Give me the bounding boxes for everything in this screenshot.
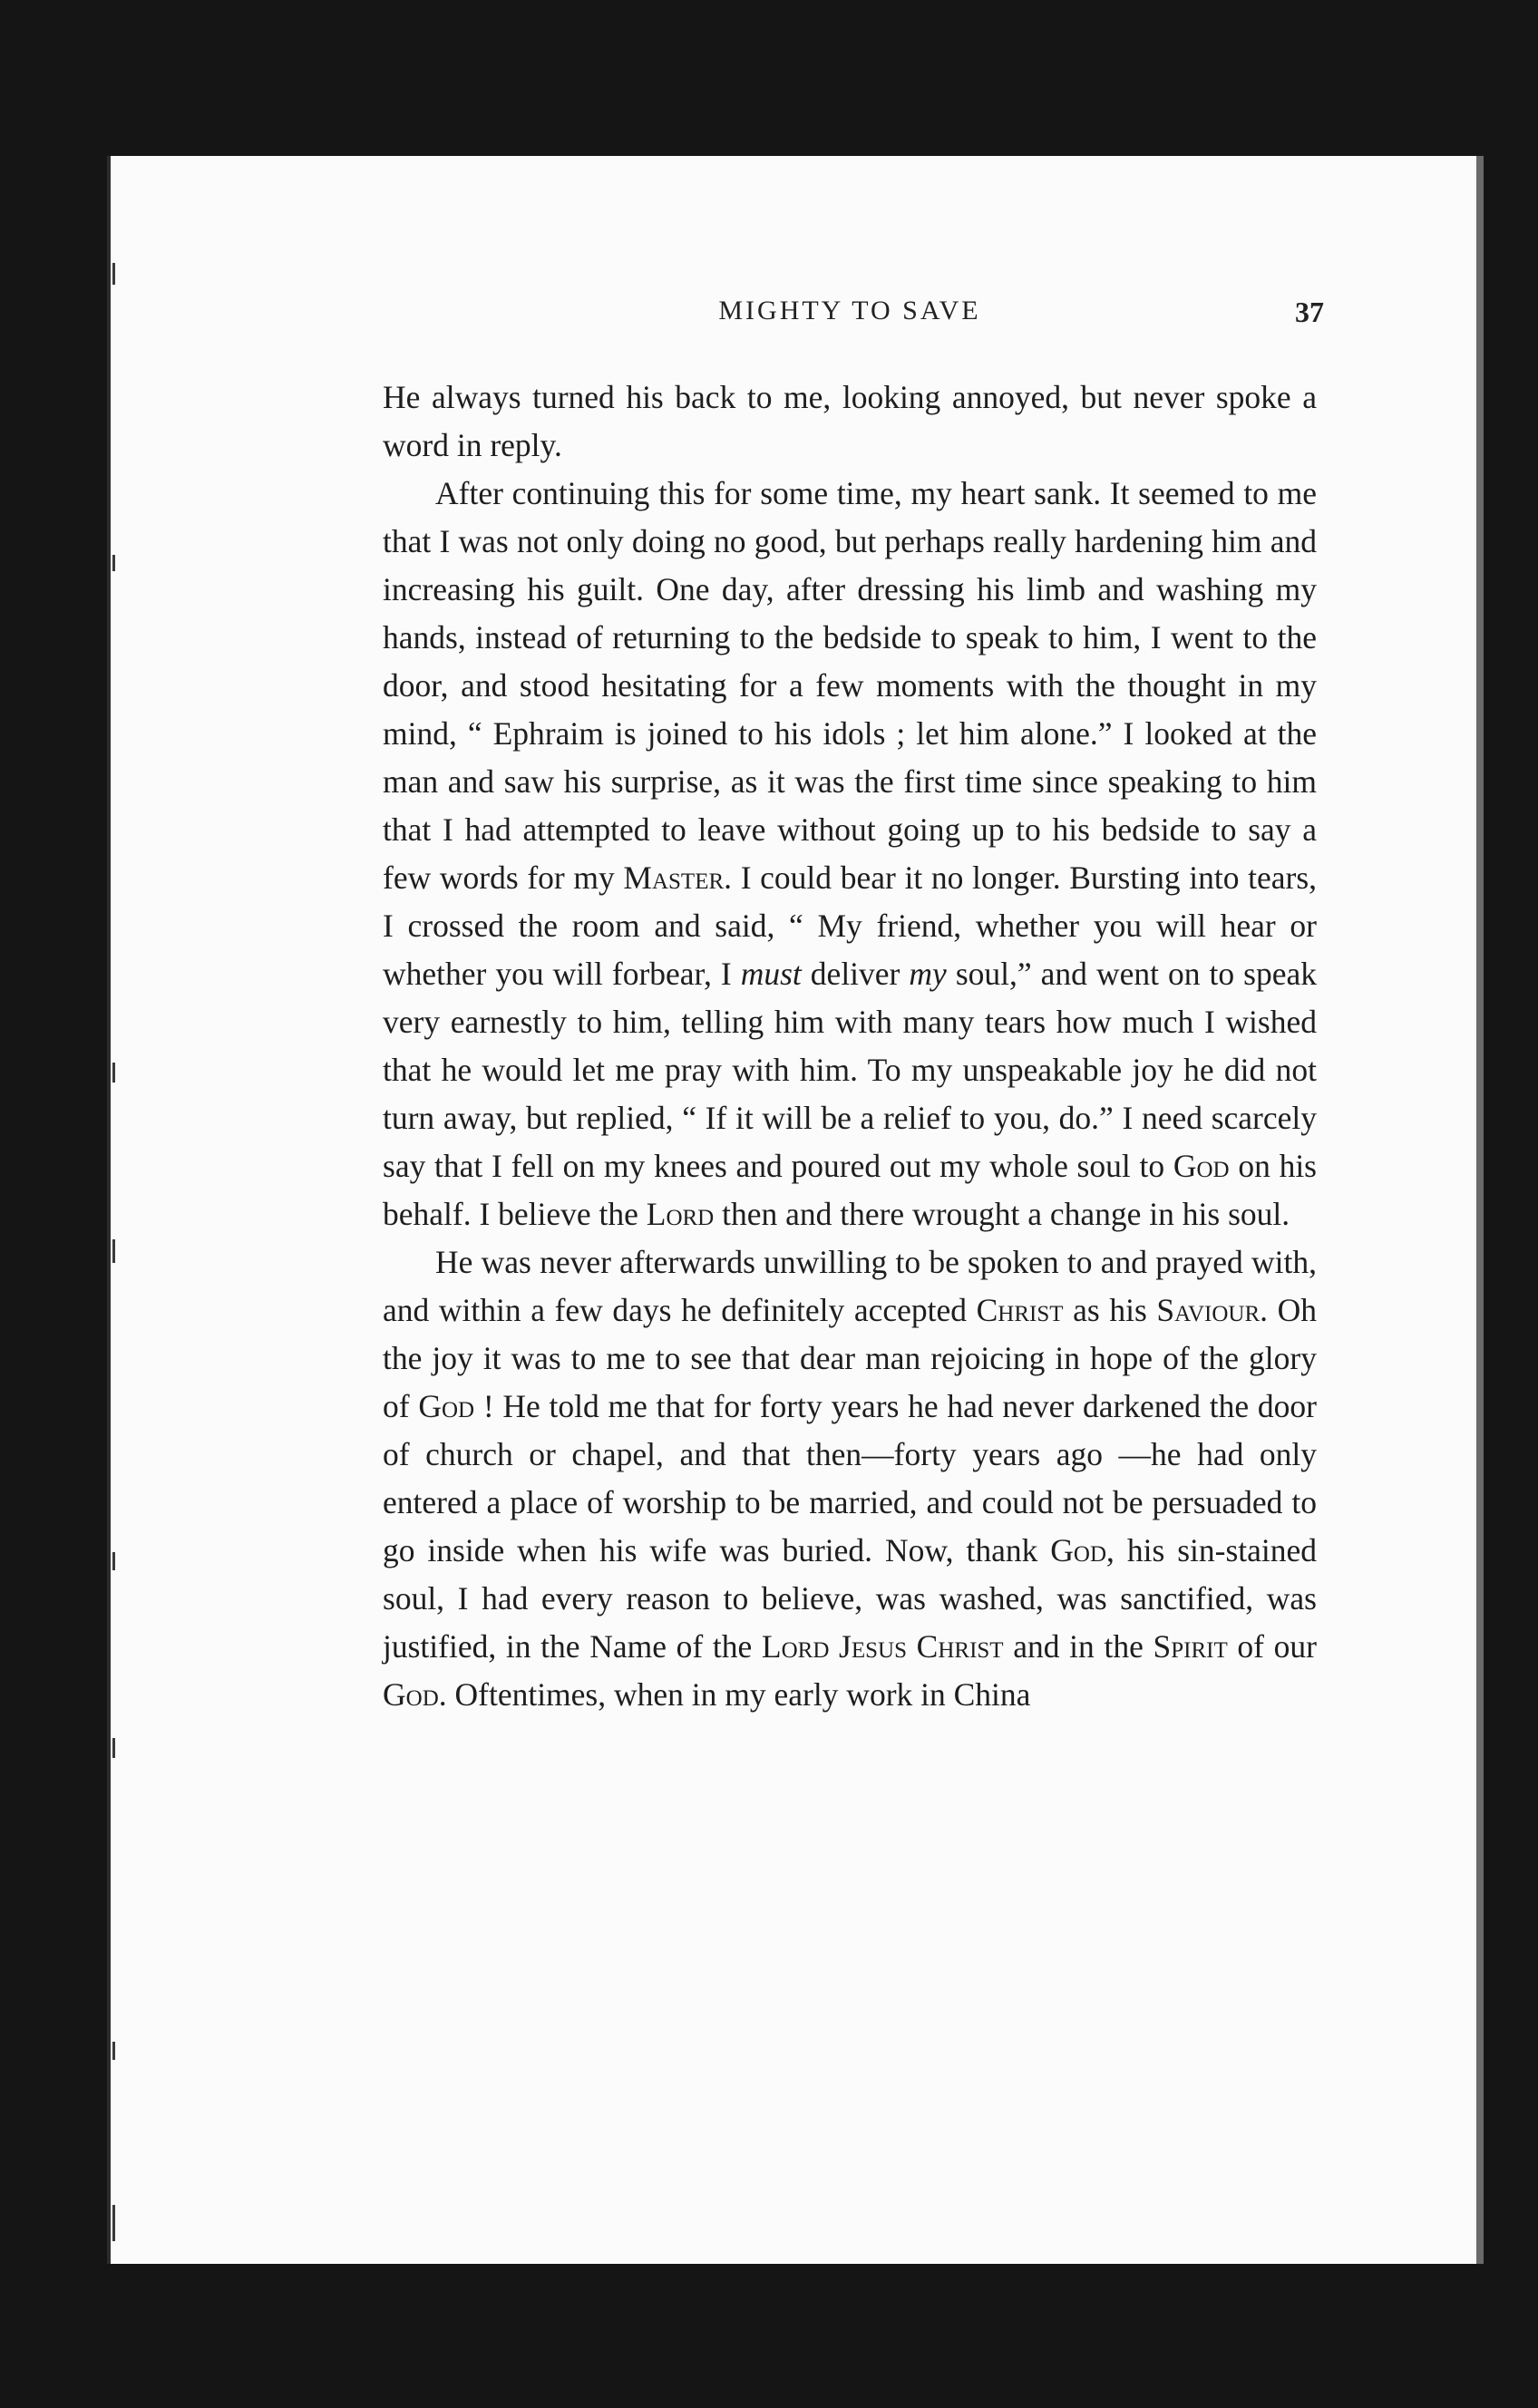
text-segment: my [909, 956, 947, 992]
text-segment: Master. [623, 859, 733, 896]
text-segment: I could bear it no longer. Bursting into tears, I crossed the room and said, “ My friend, whether you will hear or whether you will forbear, I [383, 859, 1318, 992]
text-segment: Saviour. [1156, 1292, 1269, 1328]
text-segment: and in the [1003, 1628, 1154, 1665]
text-segment: Oftentimes, when in my early work in China [446, 1676, 1031, 1713]
text-segment: Oh the joy it was to me to see that dear man rejoicing in hope of the glory of [383, 1292, 1318, 1424]
text-segment: Lord Jesus Christ [761, 1628, 1004, 1665]
page-header [383, 296, 1324, 350]
text-segment: Lord [646, 1196, 715, 1232]
text-segment: soul,” and went on to speak very earnestly to him, telling him with many tears how much I wished that he would let me pray with him. To my unspeakable joy he did not turn away, but replied, “ If it will be a relief to you, do.” I need scarcely say that I fell on my knees and poured out my whole soul to [383, 956, 1317, 1184]
text-segment: ! He told me that for forty years he had never darkened the door of church or chapel, and that then—forty years ago —he had only entered a place of worship to be married, and could not be persuaded to go inside when his wife was buried. Now, thank [383, 1388, 1317, 1568]
text-segment: God. [383, 1676, 447, 1713]
text-segment: on his behalf. I believe the [383, 1148, 1318, 1232]
text-segment: He was never afterwards unwilling to be spoken to and prayed with, and within a few days he definitely accepted [383, 1244, 1317, 1328]
text-segment: , his sin-stained soul, I had every reason to believe, was washed, was sanctified, was justified, in the Name of the [383, 1532, 1318, 1665]
text-segment: as his [1063, 1292, 1157, 1328]
text-segment: He always turned his back to me, looking annoyed, but never spoke a word in reply. [383, 379, 1317, 463]
text-segment: After continuing this for some time, my heart sank. It seemed to me that I was not only doing no good, but perhaps really hardening him and increasing his guilt. One day, after dressing his limb and washing my hands, instead of returning to the bedside to speak to him, I went to the door, and stood hesitating for a few moments with the thought in my mind, “ Ephraim is joined to his idols ; let him alone.” I looked at the man and saw his surprise, as it was the first time since speaking to him that I had attempted to leave without going up to his bedside to say a few words for my [383, 475, 1317, 896]
running-title: MIGHTY TO SAVE [718, 296, 981, 325]
text-segment: then and there wrought a change in his soul. [714, 1196, 1290, 1232]
paragraph [383, 470, 1317, 1238]
paragraph [383, 1238, 1317, 1719]
binding-gutter [111, 156, 122, 2264]
book-page [107, 156, 1480, 2264]
text-segment: Christ [976, 1292, 1064, 1328]
page-number: 37 [1295, 296, 1324, 328]
text-segment: deliver [801, 956, 910, 992]
text-segment: Spirit [1153, 1628, 1228, 1665]
text-segment: must [740, 956, 802, 992]
text-segment: God [1050, 1532, 1107, 1568]
text-segment: God [1173, 1148, 1230, 1184]
text-segment: of our [1227, 1628, 1317, 1665]
body-text [383, 374, 1317, 1719]
paragraph [383, 374, 1317, 470]
text-segment: God [418, 1388, 475, 1424]
page-edge [1476, 156, 1484, 2264]
